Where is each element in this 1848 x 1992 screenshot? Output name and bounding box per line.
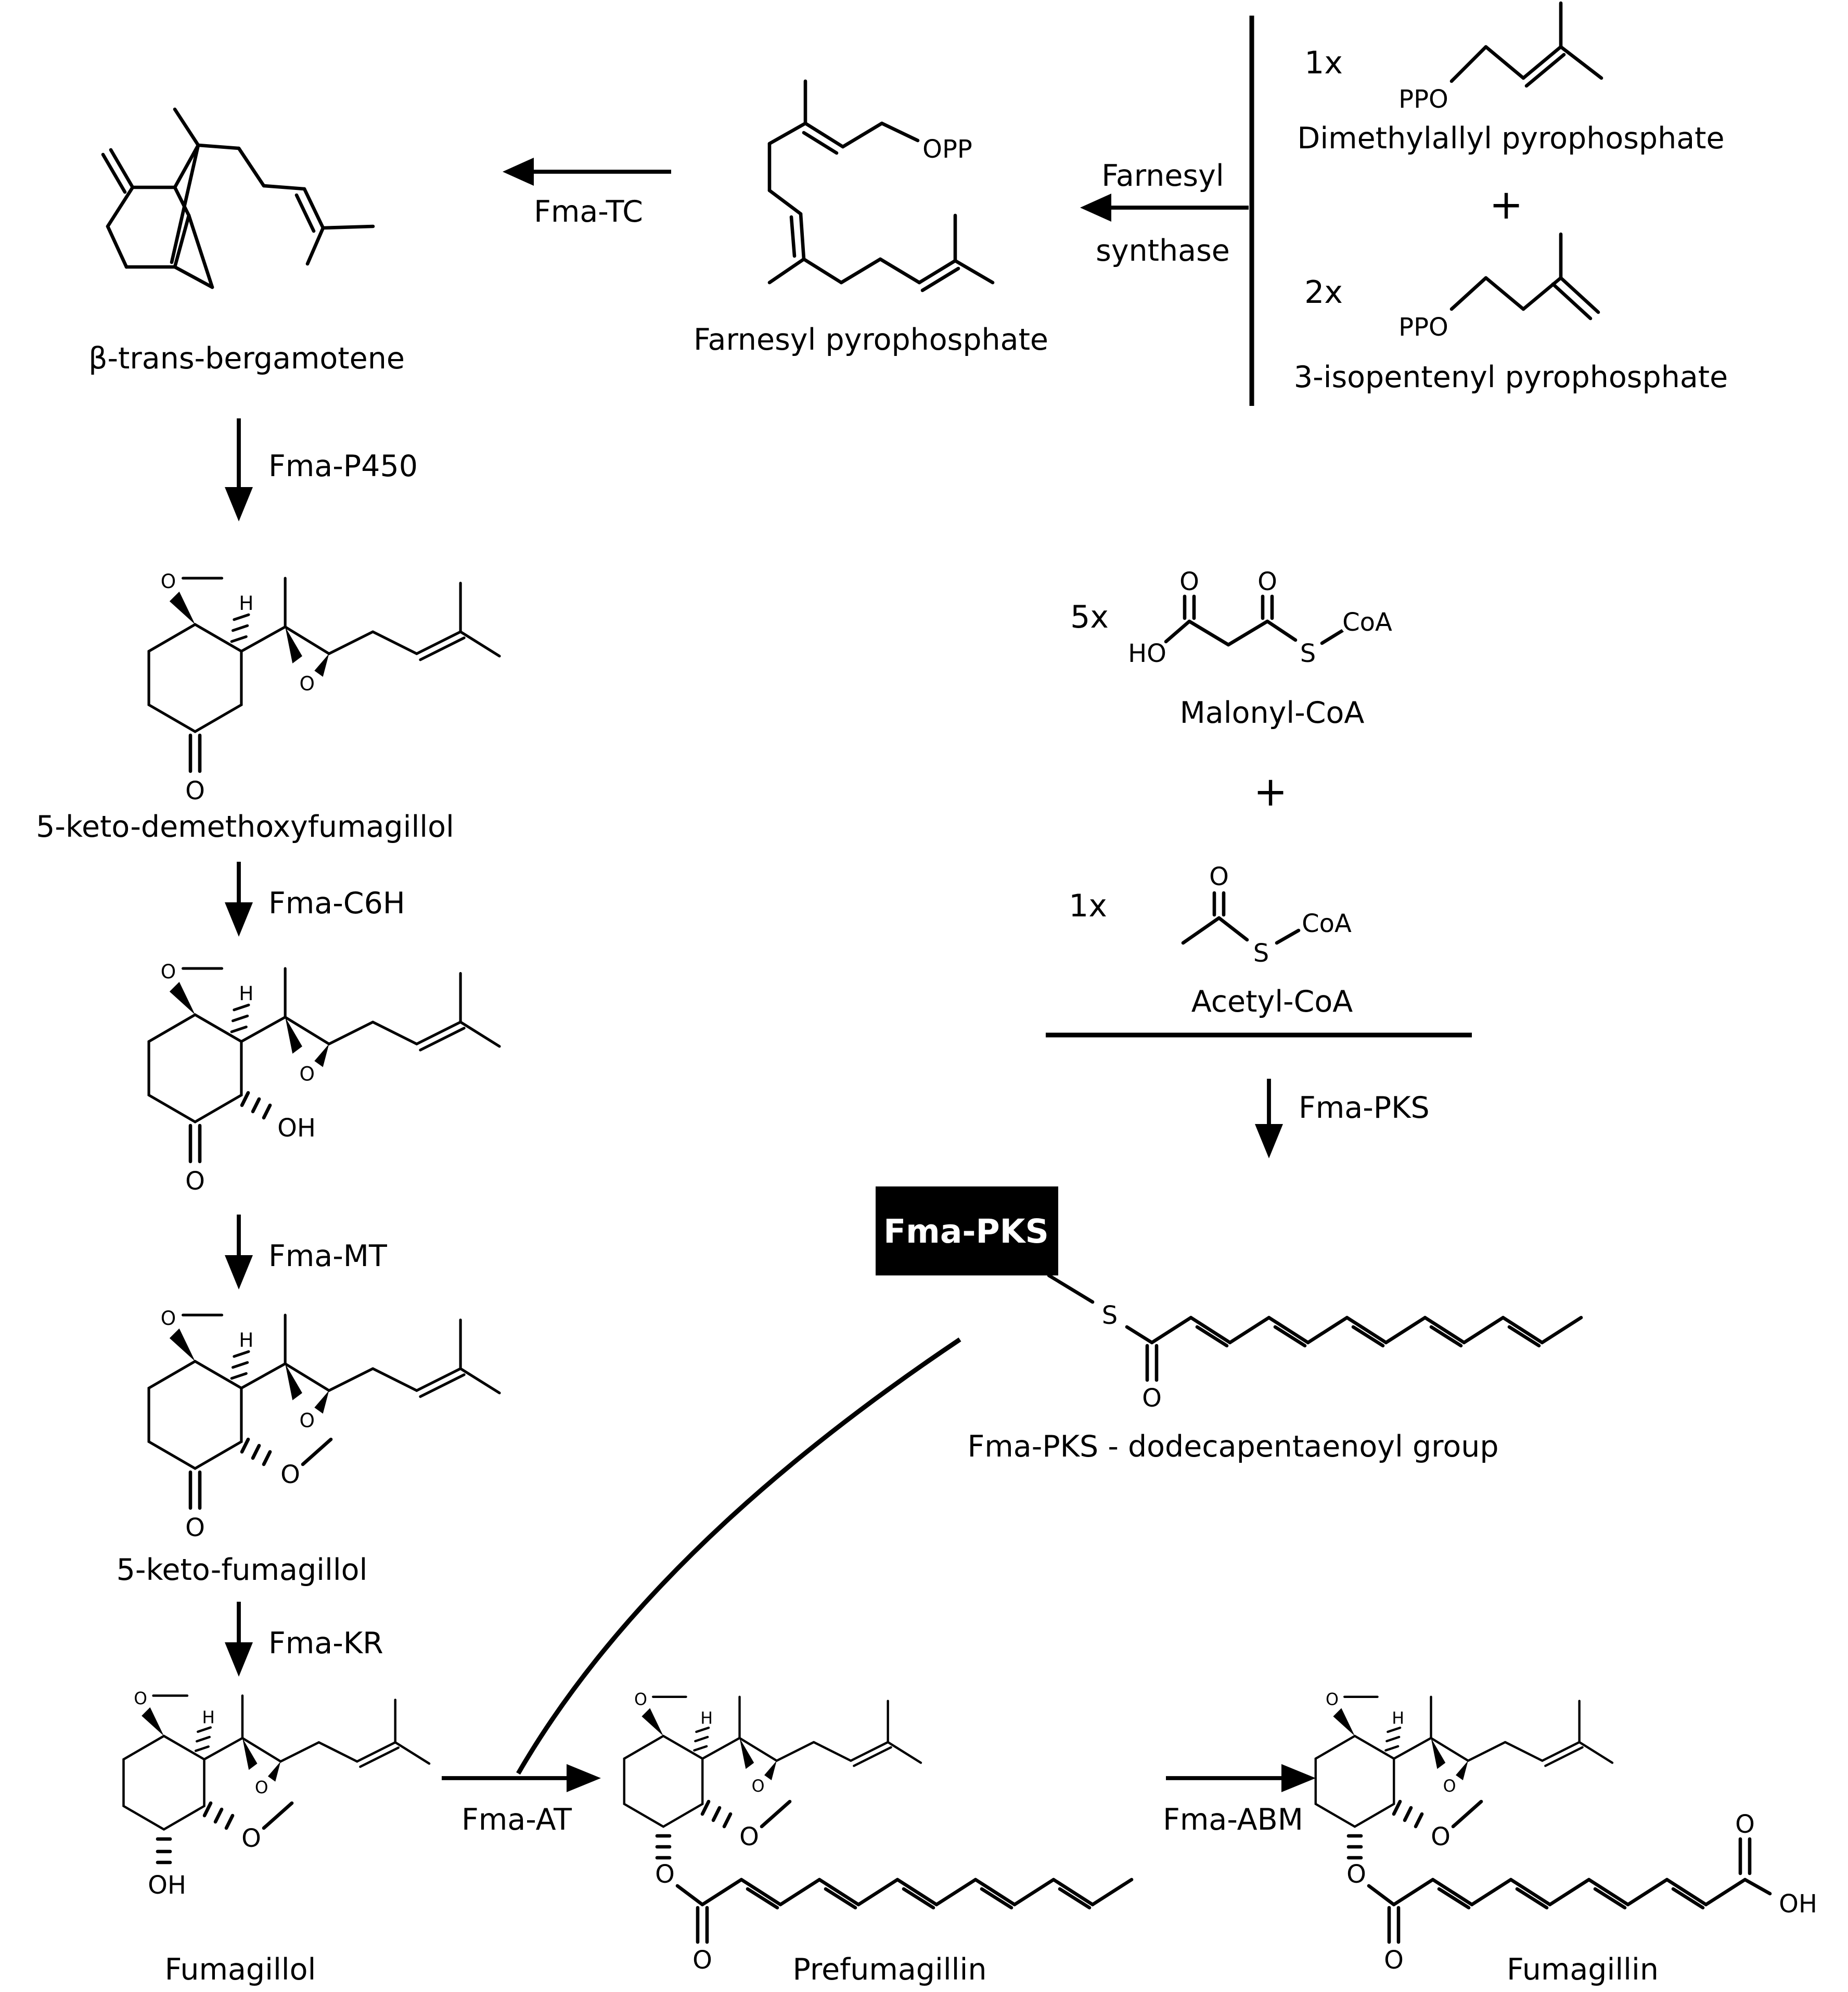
farnesyl-synthase-step [1080,159,1249,268]
arrowhead-down [225,487,253,521]
plus-coa: + [1253,769,1288,816]
arrowhead-down [225,1255,253,1289]
fumagillin-label: Fumagillin [1507,1952,1659,1987]
fma-tc-label: Fma-TC [534,195,643,229]
methoxy-oxygen-label: O [280,1460,300,1489]
methoxy-oxygen-label: O [1431,1822,1451,1851]
arrowhead-down [225,902,253,937]
malonyl-coa-label: Malonyl-CoA [1179,696,1365,730]
fumagillin-structure [1316,1691,1817,1975]
fma-at-step [442,1764,601,1837]
malonyl-coa-block [1070,567,1392,668]
ketone-oxygen-label: O [185,776,205,806]
coa-label: CoA [1302,909,1352,938]
arrowhead-left [503,158,534,186]
fma-c6h-step [225,862,405,937]
fumagillol-label: Fumagillol [164,1952,316,1987]
arrowhead-down [1255,1124,1283,1158]
pks-group-label: Fma-PKS - dodecapentaenoyl group [967,1429,1499,1464]
fpp-structure [769,81,993,290]
farnesyl-synthase-label-2: synthase [1096,234,1230,268]
sulfur-label: S [1300,639,1316,668]
bergamotene-structure [103,109,373,287]
keto-demethoxyfumagillol-label: 5-keto-demethoxyfumagillol [36,810,454,844]
ketone-oxygen-label: O [185,1513,205,1542]
fma-kr-step [225,1602,383,1677]
fma-abm-label: Fma-ABM [1163,1803,1303,1837]
fma-tc-step [503,158,671,229]
prefumagillin-structure [624,1691,1132,1975]
ester-oxygen-label: O [1346,1860,1366,1889]
hydroxyl-label: OH [277,1114,316,1143]
fma-abm-step [1163,1764,1316,1837]
ppo-label: PPO [1398,85,1448,114]
dmapp-structure [1398,3,1601,114]
ipp-structure [1398,234,1598,342]
dmapp-label: Dimethylallyl pyrophosphate [1297,121,1725,156]
fma-pks-label: Fma-PKS [1299,1091,1430,1125]
acetyl-count: 1x [1069,888,1107,924]
malonyl-count: 5x [1070,599,1109,635]
opp-label: OPP [922,135,972,164]
fumagillol-structure [123,1689,429,1900]
plus-precursors: + [1489,182,1523,229]
carbonyl-oxygen-label: O [1142,1384,1162,1413]
coa-label: CoA [1342,608,1392,637]
carbonyl-oxygen-label: O [1209,862,1229,891]
acid-carbonyl-oxygen-label: O [1735,1810,1755,1839]
arrowhead-down [225,1642,253,1677]
farnesyl-synthase-label-1: Farnesyl [1101,159,1224,193]
ho-label: HO [1128,639,1166,668]
precursor-panel [1252,3,1728,406]
fma-mt-step [225,1215,387,1289]
ipp-count: 2x [1304,274,1343,311]
carbonyl-oxygen-label: O [1257,567,1277,596]
fma-c6h-label: Fma-C6H [268,886,405,921]
carbonyl-oxygen-label: O [1384,1946,1404,1975]
acid-hydroxyl-label: OH [1779,1889,1817,1919]
carbonyl-oxygen-label: O [1179,567,1199,596]
ipp-label: 3-isopentenyl pyrophosphate [1293,360,1728,394]
fumagillin-biosynthesis-pathway: O 1x PPO Dimethylallyl pyrophosphate + 2x PPO 3-isopentenyl pyrophosphate Farnesyl synthase OPP Farnesyl pyrophosphate Fma-TC β-trans-bergamotene Fma-P450 O 5-keto-demethoxyfumagillol Fma-C6H O OH Fma-MT O O 5-keto-fumagillol Fma-KR OH O Fumagillol 5x HO O O S CoA Malonyl-CoA + 1x O S CoA Acetyl-CoA Fma-PKS Fma-PKS S O Fma-PKS - dodecapentaenoyl group Fma-AT O O O Prefumagillin Fma-ABM O O O OH O Fumagillin [0,0,1848,1992]
fma-pks-box-label: Fma-PKS [883,1212,1049,1250]
keto-fumagillol-label: 5-keto-fumagillol [116,1553,368,1587]
hydroxy-keto-intermediate-structure [149,960,499,1196]
arrowhead-right [567,1764,601,1792]
fma-kr-label: Fma-KR [268,1626,383,1661]
keto-fumagillol-structure [149,1307,499,1542]
sulfur-label: S [1253,939,1269,968]
fma-p450-label: Fma-P450 [268,449,418,484]
fpp-label: Farnesyl pyrophosphate [694,323,1048,357]
hydroxyl-label: OH [148,1871,186,1900]
pks-thioester [876,1186,1581,1413]
acetyl-coa-block [1069,862,1352,968]
sulfur-label: S [1101,1301,1118,1330]
methoxy-oxygen-label: O [241,1824,261,1853]
acetyl-coa-label: Acetyl-CoA [1191,985,1353,1019]
fma-p450-step [225,418,418,521]
arrowhead-left [1080,194,1111,222]
ketone-oxygen-label: O [185,1167,205,1196]
keto-demethoxyfumagillol-structure [149,570,499,806]
fma-pks-step [1255,1079,1430,1158]
fma-mt-label: Fma-MT [268,1239,387,1273]
methoxy-oxygen-label: O [739,1822,759,1851]
carbonyl-oxygen-label: O [692,1946,712,1975]
arrowhead-right [1281,1764,1316,1792]
fma-at-label: Fma-AT [461,1803,572,1837]
ppo-label: PPO [1398,313,1448,342]
dmapp-count: 1x [1304,45,1343,81]
prefumagillin-label: Prefumagillin [792,1952,987,1987]
bergamotene-label: β-trans-bergamotene [88,341,405,376]
ester-oxygen-label: O [655,1860,675,1889]
